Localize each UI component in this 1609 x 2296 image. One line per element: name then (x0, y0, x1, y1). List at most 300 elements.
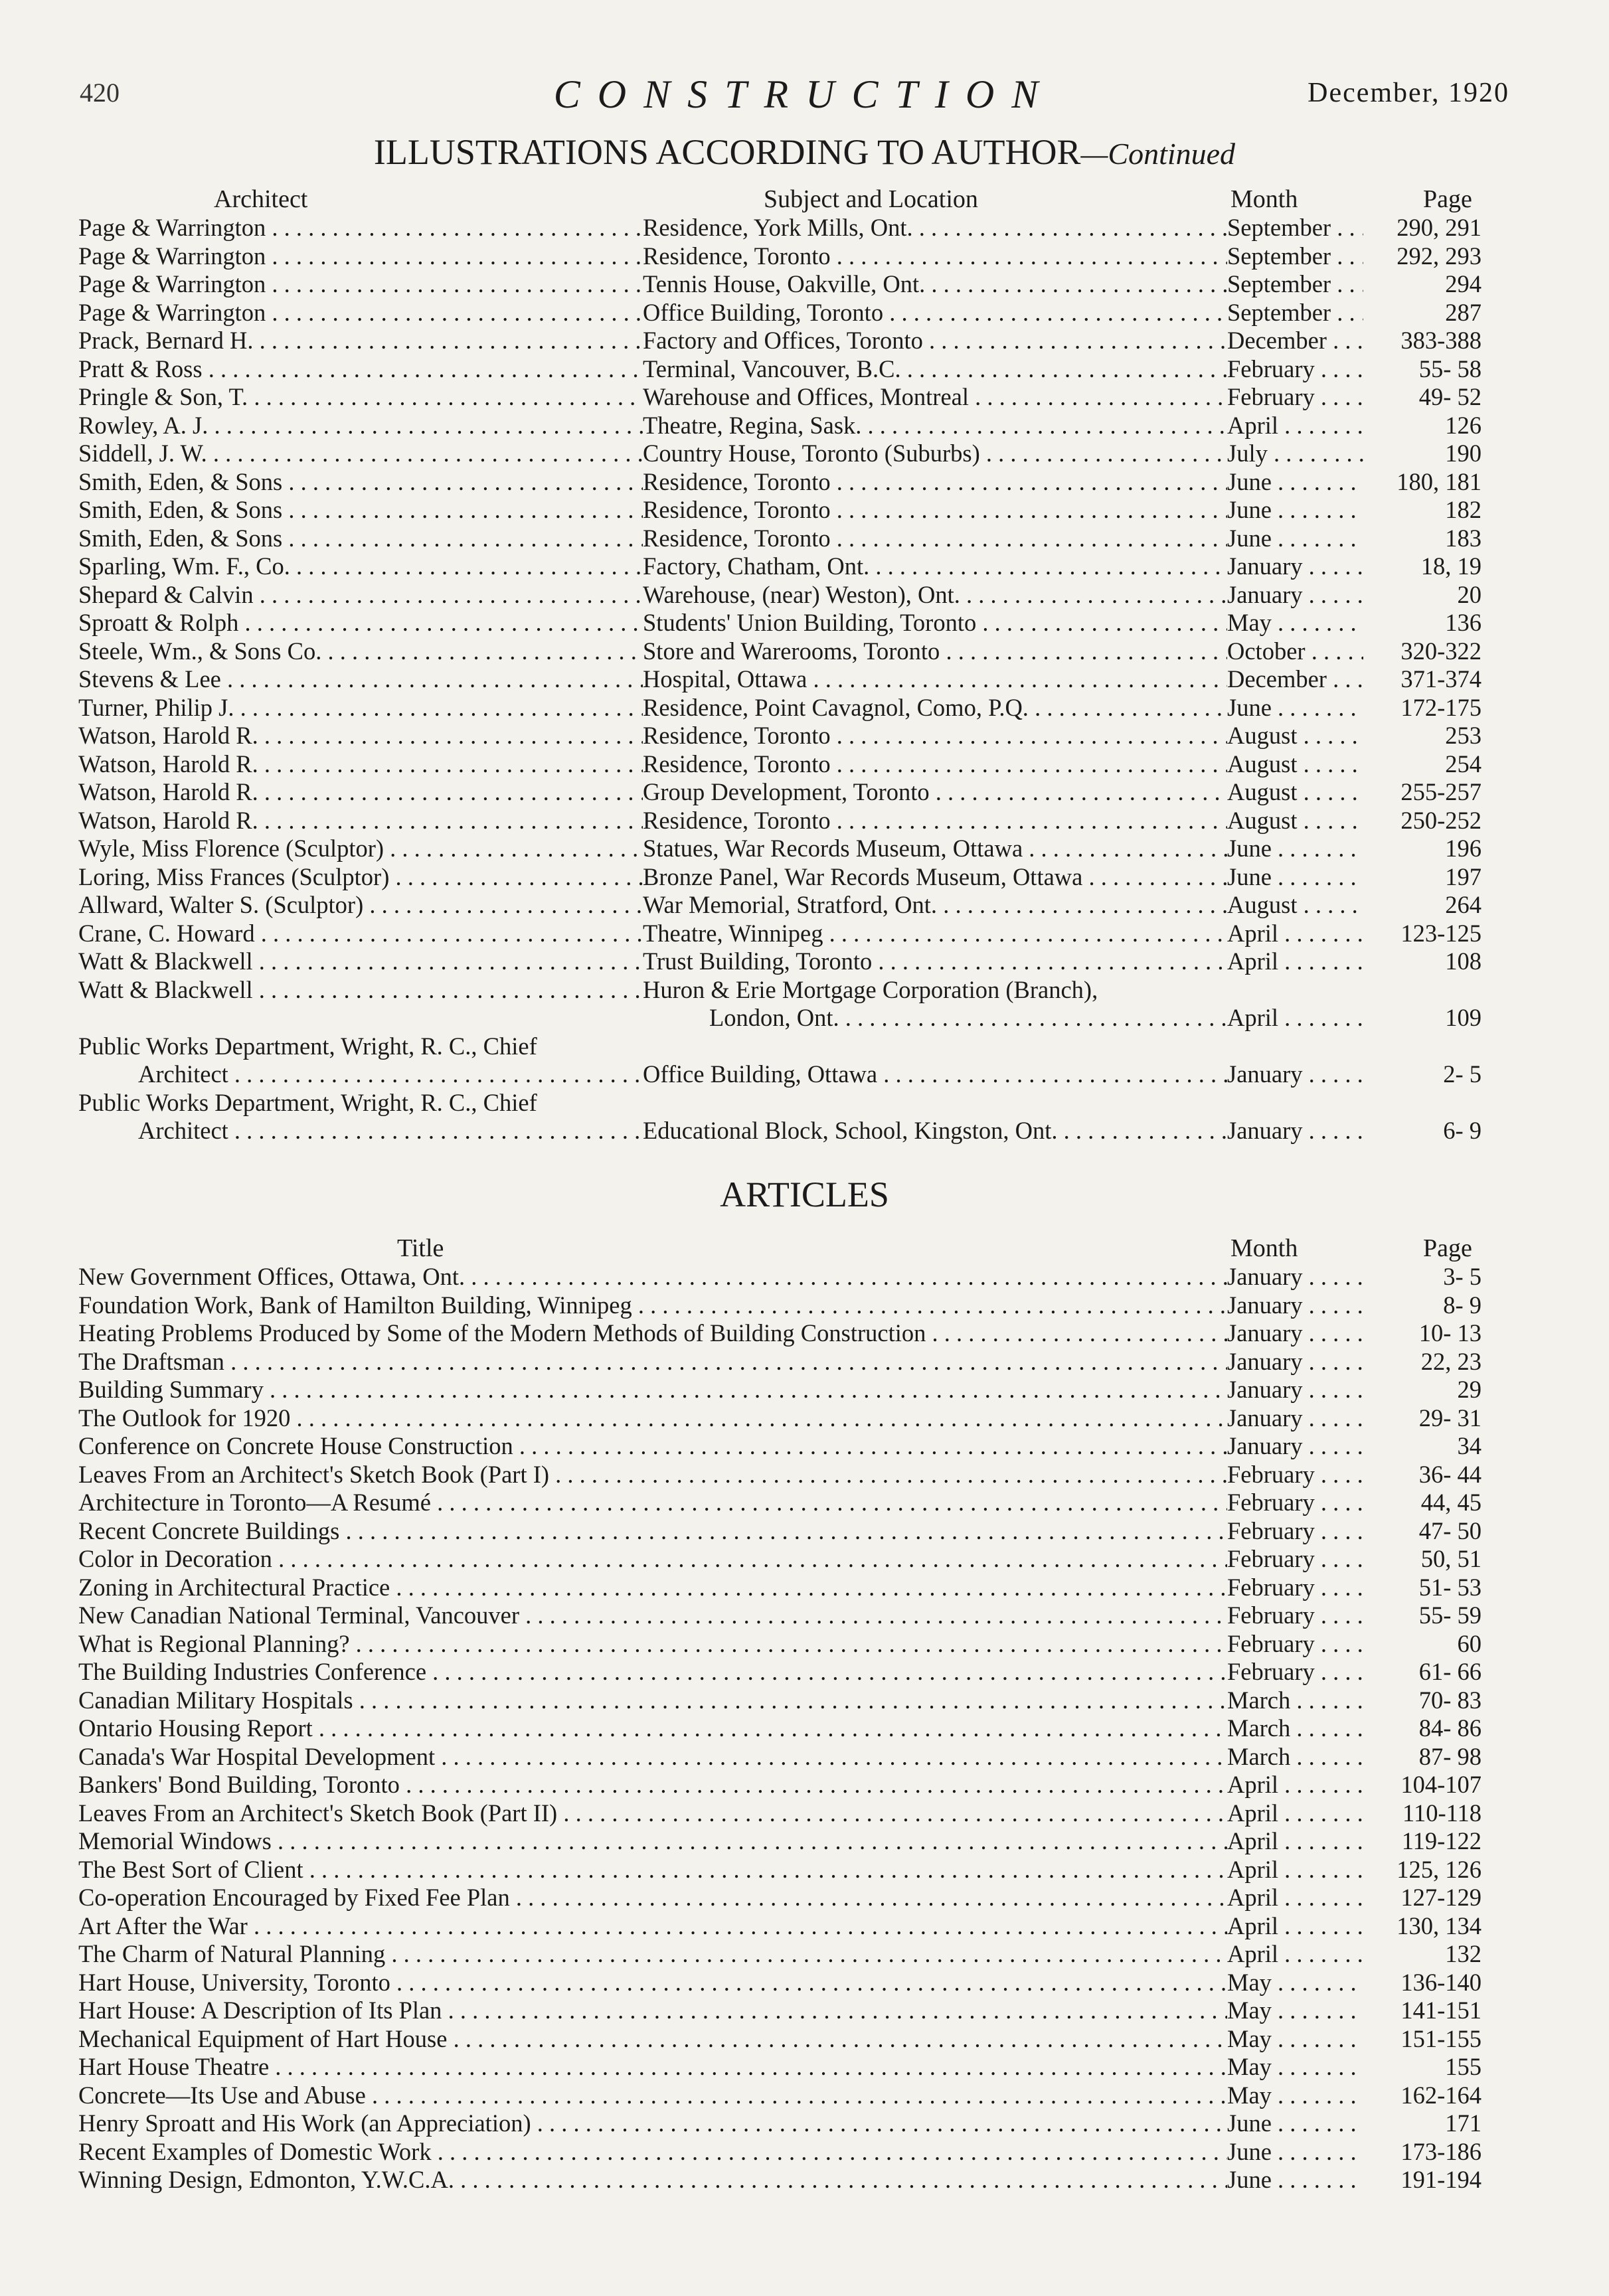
illustration-entry (0, 694, 1609, 722)
article-entry (0, 1940, 1609, 1969)
article-title: Leaves From an Architect's Sketch Book (Part II) . . . (78, 1799, 1227, 1828)
illustration-entry (0, 609, 1609, 637)
entry-architect-continued: Architect . . . (138, 1117, 643, 1145)
entry-architect: Page & Warrington . . . (78, 270, 643, 299)
entry-architect: Smith, Eden, & Sons . . . (78, 525, 643, 553)
header-title: Title (397, 1234, 444, 1262)
article-entry (0, 1884, 1609, 1912)
article-title: Building Summary . . . (78, 1376, 1227, 1404)
article-month: February . . . (1227, 1517, 1363, 1546)
article-month: April . . . (1227, 1771, 1363, 1799)
article-month: February . . . (1227, 1489, 1363, 1517)
article-page: 70- 83 (1418, 1686, 1482, 1714)
article-month: February . . . (1227, 1630, 1363, 1659)
entry-subject: Students' Union Building, Toronto . . . (643, 609, 1227, 637)
article-title: Art After the War . . . (78, 1912, 1227, 1941)
article-entry (0, 1743, 1609, 1771)
entry-subject: Trust Building, Toronto . . . (643, 947, 1227, 976)
entry-subject: Statues, War Records Museum, Ottawa . . . (643, 835, 1227, 863)
entry-page: 172-175 (1400, 693, 1482, 721)
article-page: 132 (1445, 1940, 1482, 1967)
article-title: Conference on Concrete House Construction . . . (78, 1432, 1227, 1461)
article-title: Bankers' Bond Building, Toronto . . . (78, 1771, 1227, 1799)
article-entry (0, 1545, 1609, 1574)
article-page: 125, 126 (1397, 1855, 1482, 1883)
entry-month: April . . . (1227, 920, 1363, 948)
entry-month: February . . . (1227, 355, 1363, 384)
entry-month: June . . . (1227, 468, 1363, 497)
article-entry (0, 2025, 1609, 2054)
illustration-entry (0, 468, 1609, 497)
article-entry (0, 1574, 1609, 1602)
header-architect: Architect (214, 185, 308, 213)
entry-architect: Watt & Blackwell . . . (78, 976, 643, 1005)
entry-architect: Allward, Walter S. (Sculptor) . . . (78, 891, 643, 920)
entry-page: 287 (1445, 298, 1482, 326)
entry-subject-continued: London, Ont. . . . (709, 1004, 1227, 1032)
illustration-entry-continued (0, 1060, 1609, 1089)
entry-page: 264 (1445, 891, 1482, 918)
entry-month: January . . . (1227, 552, 1363, 581)
article-title: Canada's War Hospital Development . . . (78, 1743, 1227, 1771)
article-entry (0, 1461, 1609, 1489)
article-page: 55- 59 (1418, 1601, 1482, 1629)
article-title: Recent Concrete Buildings . . . (78, 1517, 1227, 1546)
entry-month: June . . . (1227, 863, 1363, 892)
entry-architect: Sparling, Wm. F., Co. . . . (78, 552, 643, 581)
entry-subject: Residence, Toronto . . . (643, 807, 1227, 835)
article-entry (0, 1658, 1609, 1686)
article-entry (0, 1969, 1609, 1997)
entry-architect: Page & Warrington . . . (78, 242, 643, 271)
article-title: What is Regional Planning? . . . (78, 1630, 1227, 1659)
illustration-entry (0, 665, 1609, 694)
entry-page: 6- 9 (1443, 1117, 1482, 1144)
article-month: June . . . (1227, 2166, 1363, 2194)
issue-date: December, 1920 (1308, 78, 1509, 108)
entry-page: 197 (1445, 862, 1482, 890)
illustration-entry (0, 807, 1609, 835)
article-month: January . . . (1227, 1319, 1363, 1348)
entry-architect: Prack, Bernard H. . . . (78, 327, 643, 355)
entry-architect: Page & Warrington . . . (78, 214, 643, 242)
article-page: 44, 45 (1420, 1489, 1482, 1516)
article-page: 60 (1457, 1629, 1482, 1657)
article-title: Architecture in Toronto—A Resumé . . . (78, 1489, 1227, 1517)
header-month: Month (1230, 1234, 1298, 1262)
illustration-entry (0, 496, 1609, 525)
illustrations-title-suffix: —Continued (1080, 137, 1236, 171)
entry-subject: Office Building, Toronto . . . (643, 299, 1227, 327)
entry-architect: Pringle & Son, T. . . . (78, 383, 643, 412)
illustration-entry (0, 920, 1609, 948)
article-month: February . . . (1227, 1545, 1363, 1574)
entry-page: 180, 181 (1397, 467, 1482, 495)
illustration-entry (0, 1032, 1609, 1061)
entry-subject: Bronze Panel, War Records Museum, Ottawa . . . (643, 863, 1227, 892)
article-title: Color in Decoration . . . (78, 1545, 1227, 1574)
entry-page: 136 (1445, 609, 1482, 636)
entry-page: 250-252 (1400, 806, 1482, 834)
entry-page: 183 (1445, 524, 1482, 552)
article-page: 29 (1457, 1376, 1482, 1403)
article-page: 10- 13 (1418, 1319, 1482, 1347)
entry-architect: Smith, Eden, & Sons . . . (78, 468, 643, 497)
entry-architect: Public Works Department, Wright, R. C., Chief (78, 1032, 537, 1060)
entry-subject: Residence, Toronto . . . (643, 750, 1227, 779)
article-title: Leaves From an Architect's Sketch Book (Part I) . . . (78, 1461, 1227, 1489)
article-title: Co-operation Encouraged by Fixed Fee Plan . . . (78, 1884, 1227, 1912)
entry-subject: Residence, Toronto . . . (643, 722, 1227, 750)
article-title: New Government Offices, Ottawa, Ont. . . . (78, 1263, 1227, 1291)
entry-month: April . . . (1227, 412, 1363, 440)
illustration-entry (0, 440, 1609, 468)
entry-month: December . . . (1227, 665, 1363, 694)
articles-list (0, 1263, 1609, 2194)
article-page: 127-129 (1400, 1884, 1482, 1911)
article-entry (0, 1517, 1609, 1546)
article-title: Canadian Military Hospitals . . . (78, 1686, 1227, 1715)
article-month: April . . . (1227, 1884, 1363, 1912)
entry-subject: Educational Block, School, Kingston, Ont. . . . (643, 1117, 1227, 1145)
entry-subject: Residence, Toronto . . . (643, 496, 1227, 525)
article-page: 104-107 (1400, 1771, 1482, 1798)
entry-subject: Residence, Point Cavagnol, Como, P.Q. . . . (643, 694, 1227, 722)
entry-architect: Stevens & Lee . . . (78, 665, 643, 694)
article-month: February . . . (1227, 1601, 1363, 1630)
entry-page: 253 (1445, 722, 1482, 749)
entry-page: 190 (1445, 440, 1482, 467)
illustration-entry (0, 722, 1609, 750)
entry-month: June . . . (1227, 694, 1363, 722)
article-page: 8- 9 (1443, 1291, 1482, 1319)
article-page: 191-194 (1400, 2166, 1482, 2193)
entry-subject: Residence, Toronto . . . (643, 468, 1227, 497)
entry-month: August . . . (1227, 750, 1363, 779)
article-page: 119-122 (1401, 1827, 1482, 1854)
article-page: 171 (1445, 2109, 1482, 2137)
article-month: February . . . (1227, 1461, 1363, 1489)
article-page: 61- 66 (1418, 1658, 1482, 1685)
entry-page: 383-388 (1400, 327, 1482, 354)
article-entry (0, 1432, 1609, 1461)
article-entry (0, 1856, 1609, 1884)
illustration-entry (0, 976, 1609, 1005)
entry-subject: Residence, York Mills, Ont. . . . (643, 214, 1227, 242)
illustration-entry (0, 581, 1609, 610)
article-title: New Canadian National Terminal, Vancouver . . . (78, 1601, 1227, 1630)
article-entry (0, 1263, 1609, 1291)
entry-page: 254 (1445, 750, 1482, 778)
articles-heading: ARTICLES (720, 1175, 889, 1214)
illustration-entry (0, 1089, 1609, 1117)
article-month: May . . . (1227, 2025, 1363, 2054)
article-page: 34 (1457, 1432, 1482, 1459)
entry-architect: Shepard & Calvin . . . (78, 581, 643, 610)
entry-architect: Watson, Harold R. . . . (78, 807, 643, 835)
entry-architect: Siddell, J. W. . . . (78, 440, 643, 468)
entry-month: September . . . (1227, 214, 1363, 242)
entry-page: 109 (1445, 1004, 1482, 1031)
illustration-entry-continued (0, 1004, 1609, 1032)
article-month: January . . . (1227, 1404, 1363, 1433)
entry-page: 126 (1445, 411, 1482, 439)
article-month: May . . . (1227, 1969, 1363, 1997)
article-title: Hart House: A Description of Its Plan . . . (78, 1997, 1227, 2025)
article-month: February . . . (1227, 1658, 1363, 1686)
article-entry (0, 2166, 1609, 2194)
entry-month: June . . . (1227, 835, 1363, 863)
illustration-entry (0, 947, 1609, 976)
entry-subject: Store and Warerooms, Toronto . . . (643, 637, 1227, 666)
illustrations-heading (0, 131, 1609, 173)
entry-architect: Wyle, Miss Florence (Sculptor) . . . (78, 835, 643, 863)
article-title: Foundation Work, Bank of Hamilton Building, Winnipeg . . . (78, 1291, 1227, 1320)
entry-architect: Watson, Harold R. . . . (78, 722, 643, 750)
article-month: January . . . (1227, 1291, 1363, 1320)
entry-architect: Rowley, A. J. . . . (78, 412, 643, 440)
entry-month: September . . . (1227, 242, 1363, 271)
article-entry (0, 2109, 1609, 2138)
entry-page: 18, 19 (1420, 552, 1482, 580)
article-month: January . . . (1227, 1432, 1363, 1461)
article-entry (0, 2082, 1609, 2110)
article-page: 84- 86 (1418, 1714, 1482, 1742)
illustration-entry (0, 525, 1609, 553)
article-title: Heating Problems Produced by Some of the Modern Methods of Building Construction . . . (78, 1319, 1227, 1348)
article-page: 36- 44 (1418, 1460, 1482, 1488)
article-title: Zoning in Architectural Practice . . . (78, 1574, 1227, 1602)
article-page: 87- 98 (1418, 1742, 1482, 1770)
articles-column-headers (0, 1234, 1609, 1263)
entry-month: August . . . (1227, 778, 1363, 807)
page-folio: 420 (80, 78, 120, 108)
article-entry (0, 1291, 1609, 1320)
entry-page: 55- 58 (1418, 355, 1482, 382)
article-title: Concrete—Its Use and Abuse . . . (78, 2082, 1227, 2110)
entry-page: 182 (1445, 496, 1482, 523)
entry-page: 320-322 (1400, 637, 1482, 665)
article-entry (0, 1348, 1609, 1376)
entry-page: 2- 5 (1443, 1060, 1482, 1088)
article-title: Mechanical Equipment of Hart House . . . (78, 2025, 1227, 2054)
entry-architect: Smith, Eden, & Sons . . . (78, 496, 643, 525)
entry-subject: Theatre, Regina, Sask. . . . (643, 412, 1227, 440)
article-title: Winning Design, Edmonton, Y.W.C.A. . . . (78, 2166, 1227, 2194)
header-page: Page (1423, 1234, 1472, 1262)
entry-architect: Page & Warrington . . . (78, 299, 643, 327)
article-entry (0, 1799, 1609, 1828)
article-page: 50, 51 (1420, 1545, 1482, 1572)
entry-month: August . . . (1227, 722, 1363, 750)
entry-architect: Crane, C. Howard . . . (78, 920, 643, 948)
article-title: The Outlook for 1920 . . . (78, 1404, 1227, 1433)
article-title: The Best Sort of Client . . . (78, 1856, 1227, 1884)
article-entry (0, 1601, 1609, 1630)
article-title: Recent Examples of Domestic Work . . . (78, 2138, 1227, 2167)
illustration-entry (0, 750, 1609, 779)
article-page: 173-186 (1400, 2137, 1482, 2165)
entry-architect: Loring, Miss Frances (Sculptor) . . . (78, 863, 643, 892)
article-page: 22, 23 (1420, 1347, 1482, 1375)
article-entry (0, 2138, 1609, 2167)
entry-page: 49- 52 (1418, 383, 1482, 410)
entry-page: 196 (1445, 835, 1482, 862)
article-month: February . . . (1227, 1574, 1363, 1602)
entry-architect-continued: Architect . . . (138, 1060, 643, 1089)
article-month: March . . . (1227, 1714, 1363, 1743)
article-title: Hart House, University, Toronto . . . (78, 1969, 1227, 1997)
entry-month: June . . . (1227, 525, 1363, 553)
article-page: 141-151 (1400, 1997, 1482, 2024)
entry-page: 371-374 (1400, 665, 1482, 693)
article-title: Hart House Theatre . . . (78, 2053, 1227, 2082)
article-page: 47- 50 (1418, 1517, 1482, 1544)
header-page: Page (1423, 185, 1472, 213)
article-entry (0, 1319, 1609, 1348)
illustrations-list (0, 214, 1609, 1145)
article-page: 162-164 (1400, 2081, 1482, 2109)
entry-subject: Theatre, Winnipeg . . . (643, 920, 1227, 948)
article-entry (0, 1912, 1609, 1941)
article-title: The Charm of Natural Planning . . . (78, 1940, 1227, 1969)
article-entry (0, 2053, 1609, 2082)
entry-architect: Steele, Wm., & Sons Co. . . . (78, 637, 643, 666)
article-title: Henry Sproatt and His Work (an Appreciation) . . . (78, 2109, 1227, 2138)
article-entry (0, 1686, 1609, 1715)
header-month: Month (1230, 185, 1298, 213)
article-month: January . . . (1227, 1263, 1363, 1291)
entry-architect: Watson, Harold R. . . . (78, 778, 643, 807)
article-month: May . . . (1227, 1997, 1363, 2025)
entry-month: August . . . (1227, 807, 1363, 835)
article-entry (0, 1827, 1609, 1856)
entry-subject: Hospital, Ottawa . . . (643, 665, 1227, 694)
article-page: 151-155 (1400, 2024, 1482, 2052)
article-page: 136-140 (1400, 1968, 1482, 1996)
entry-architect: Turner, Philip J. . . . (78, 694, 643, 722)
article-month: June . . . (1227, 2138, 1363, 2167)
running-head (0, 72, 1609, 125)
entry-subject: Warehouse, (near) Weston), Ont. . . . (643, 581, 1227, 610)
entry-page: 292, 293 (1397, 242, 1482, 270)
entry-page: 290, 291 (1397, 214, 1482, 241)
illustration-entry (0, 214, 1609, 242)
entry-subject: Warehouse and Offices, Montreal . . . (643, 383, 1227, 412)
illustration-entry (0, 355, 1609, 384)
article-month: May . . . (1227, 2082, 1363, 2110)
entry-subject: War Memorial, Stratford, Ont. . . . (643, 891, 1227, 920)
illustration-entry (0, 778, 1609, 807)
illustrations-column-headers (0, 185, 1609, 214)
entry-subject: Factory, Chatham, Ont. . . . (643, 552, 1227, 581)
article-title: Memorial Windows . . . (78, 1827, 1227, 1856)
article-entry (0, 1489, 1609, 1517)
illustration-entry (0, 637, 1609, 666)
illustration-entry (0, 891, 1609, 920)
article-month: April . . . (1227, 1856, 1363, 1884)
entry-subject: Terminal, Vancouver, B.C. . . . (643, 355, 1227, 384)
entry-month: June . . . (1227, 496, 1363, 525)
illustration-entry (0, 327, 1609, 355)
entry-architect: Sproatt & Rolph . . . (78, 609, 643, 637)
article-page: 3- 5 (1443, 1263, 1482, 1290)
entry-month: May . . . (1227, 609, 1363, 637)
entry-architect: Watt & Blackwell . . . (78, 947, 643, 976)
article-entry (0, 1997, 1609, 2025)
illustration-entry (0, 242, 1609, 271)
entry-subject: Factory and Offices, Toronto . . . (643, 327, 1227, 355)
illustration-entry (0, 552, 1609, 581)
entry-month: July . . . (1227, 440, 1363, 468)
article-title: The Building Industries Conference . . . (78, 1658, 1227, 1686)
article-month: March . . . (1227, 1686, 1363, 1715)
article-month: January . . . (1227, 1376, 1363, 1404)
article-title: Ontario Housing Report . . . (78, 1714, 1227, 1743)
journal-title: CONSTRUCTION (553, 72, 1056, 116)
entry-month: January . . . (1227, 581, 1363, 610)
article-month: May . . . (1227, 2053, 1363, 2082)
article-month: March . . . (1227, 1743, 1363, 1771)
entry-subject: Office Building, Ottawa . . . (643, 1060, 1227, 1089)
illustration-entry (0, 270, 1609, 299)
article-title: The Draftsman . . . (78, 1348, 1227, 1376)
entry-month: September . . . (1227, 270, 1363, 299)
entry-month: April . . . (1227, 1004, 1363, 1032)
entry-page: 255-257 (1400, 778, 1482, 805)
entry-page: 294 (1445, 270, 1482, 297)
article-entry (0, 1630, 1609, 1659)
entry-architect: Public Works Department, Wright, R. C., Chief (78, 1088, 537, 1116)
entry-subject: Residence, Toronto . . . (643, 242, 1227, 271)
entry-month: October . . . (1227, 637, 1363, 666)
article-entry (0, 1404, 1609, 1433)
article-page: 155 (1445, 2053, 1482, 2080)
illustration-entry (0, 863, 1609, 892)
entry-page: 108 (1445, 947, 1482, 975)
article-page: 51- 53 (1418, 1573, 1482, 1601)
entry-page: 123-125 (1400, 919, 1482, 947)
article-month: April . . . (1227, 1827, 1363, 1856)
entry-subject: Huron & Erie Mortgage Corporation (Branch), (643, 975, 1098, 1003)
illustration-entry (0, 835, 1609, 863)
entry-subject: Group Development, Toronto . . . (643, 778, 1227, 807)
article-month: June . . . (1227, 2109, 1363, 2138)
article-page: 29- 31 (1418, 1404, 1482, 1432)
entry-subject: Residence, Toronto . . . (643, 525, 1227, 553)
article-month: January . . . (1227, 1348, 1363, 1376)
entry-subject: Country House, Toronto (Suburbs) . . . (643, 440, 1227, 468)
entry-month: August . . . (1227, 891, 1363, 920)
illustration-entry (0, 383, 1609, 412)
header-subject: Subject and Location (764, 185, 978, 213)
entry-architect: Pratt & Ross . . . (78, 355, 643, 384)
entry-month: February . . . (1227, 383, 1363, 412)
article-entry (0, 1771, 1609, 1799)
article-page: 110-118 (1402, 1799, 1482, 1827)
entry-architect: Watson, Harold R. . . . (78, 750, 643, 779)
article-page: 130, 134 (1397, 1912, 1482, 1939)
article-month: April . . . (1227, 1912, 1363, 1941)
article-month: April . . . (1227, 1940, 1363, 1969)
article-month: April . . . (1227, 1799, 1363, 1828)
entry-month: January . . . (1227, 1117, 1363, 1145)
article-entry (0, 1376, 1609, 1404)
entry-subject: Tennis House, Oakville, Ont. . . . (643, 270, 1227, 299)
illustration-entry-continued (0, 1117, 1609, 1145)
article-entry (0, 1714, 1609, 1743)
illustrations-title: ILLUSTRATIONS ACCORDING TO AUTHOR (373, 132, 1081, 172)
